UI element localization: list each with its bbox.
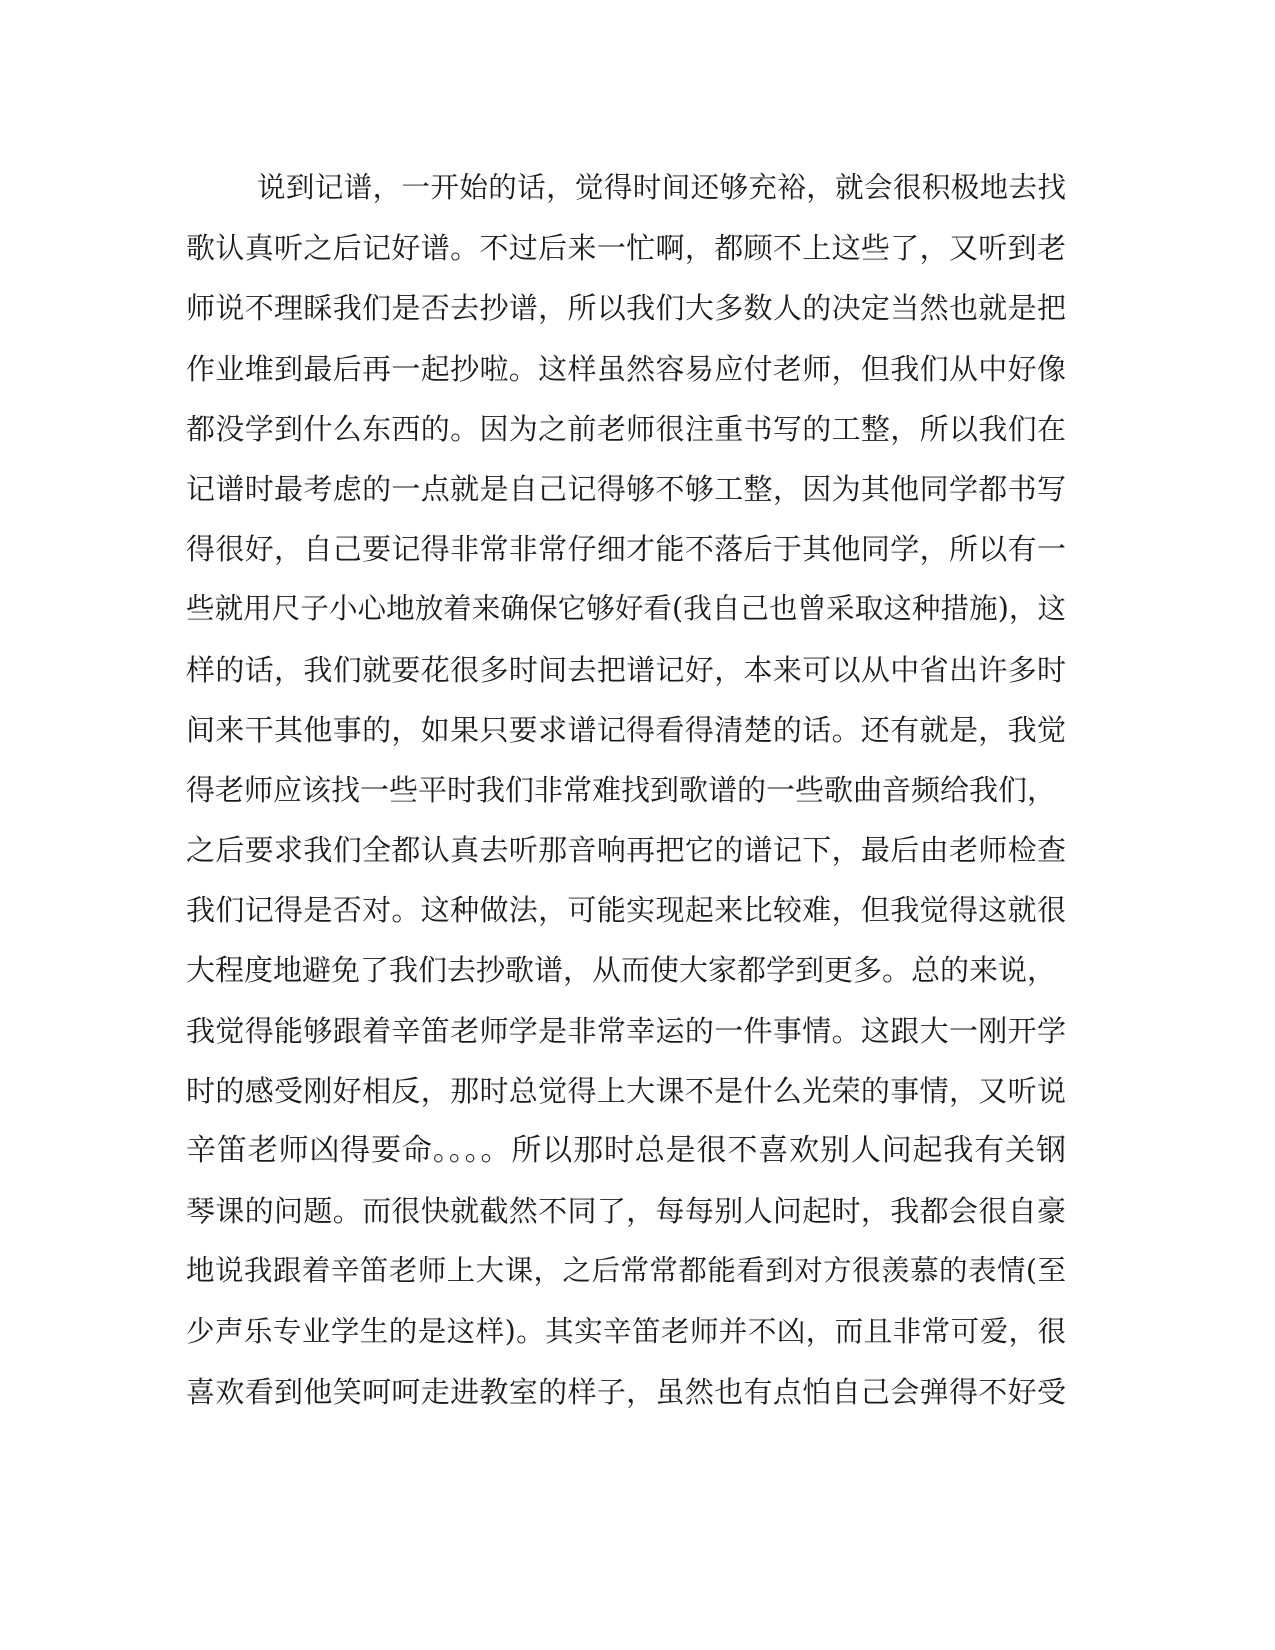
text-line: 我觉得能够跟着辛笛老师学是非常幸运的一件事情。这跟大一刚开学 — [186, 1013, 1066, 1048]
text-line: 少声乐专业学生的是这样)。其实辛笛老师并不凶，而且非常可爱，很 — [186, 1314, 1066, 1348]
text-line: 些就用尺子小心地放着来确保它够好看(我自己也曾采取这种措施)，这 — [186, 592, 1066, 626]
text-line: 记谱时最考虑的一点就是自己记得够不够工整，因为其他同学都书写 — [186, 471, 1066, 506]
body-paragraph — [186, 158, 1066, 1422]
text-line: 师说不理睬我们是否去抄谱，所以我们大多数人的决定当然也就是把 — [186, 291, 1066, 326]
text-line: 得老师应该找一些平时我们非常难找到歌谱的一些歌曲音频给我们， — [186, 772, 1057, 807]
text-line: 间来干其他事的，如果只要求谱记得看得清楚的话。还有就是，我觉 — [186, 712, 1066, 747]
text-line: 辛笛老师凶得要命。。。。所以那时总是很不喜欢别人问起我有关钢 — [186, 1133, 1066, 1168]
text-line: 歌认真听之后记好谱。不过后来一忙啊，都顾不上这些了，又听到老 — [186, 231, 1066, 266]
text-line: 时的感受刚好相反，那时总觉得上大课不是什么光荣的事情，又听说 — [186, 1073, 1066, 1108]
text-line: 都没学到什么东西的。因为之前老师很注重书写的工整，所以我们在 — [186, 411, 1066, 446]
text-line: 作业堆到最后再一起抄啦。这样虽然容易应付老师，但我们从中好像 — [186, 351, 1066, 386]
text-line: 之后要求我们全都认真去听那音响再把它的谱记下，最后由老师检查 — [186, 833, 1066, 868]
text-line: 说到记谱，一开始的话，觉得时间还够充裕，就会很积极地去找 — [257, 171, 1066, 204]
text-line: 我们记得是否对。这种做法，可能实现起来比较难，但我觉得这就很 — [186, 893, 1066, 928]
text-line: 琴课的问题。而很快就截然不同了，每每别人问起时，我都会很自豪 — [186, 1194, 1066, 1229]
text-line: 地说我跟着辛笛老师上大课，之后常常都能看到对方很羡慕的表情(至 — [186, 1254, 1066, 1288]
text-line: 大程度地避免了我们去抄歌谱，从而使大家都学到更多。总的来说， — [186, 953, 1057, 988]
text-line: 得很好，自己要记得非常非常仔细才能不落后于其他同学，所以有一 — [186, 532, 1066, 567]
text-line: 喜欢看到他笑呵呵走进教室的样子，虽然也有点怕自己会弹得不好受 — [186, 1374, 1066, 1409]
text-line: 样的话，我们就要花很多时间去把谱记好，本来可以从中省出许多时 — [186, 652, 1066, 687]
